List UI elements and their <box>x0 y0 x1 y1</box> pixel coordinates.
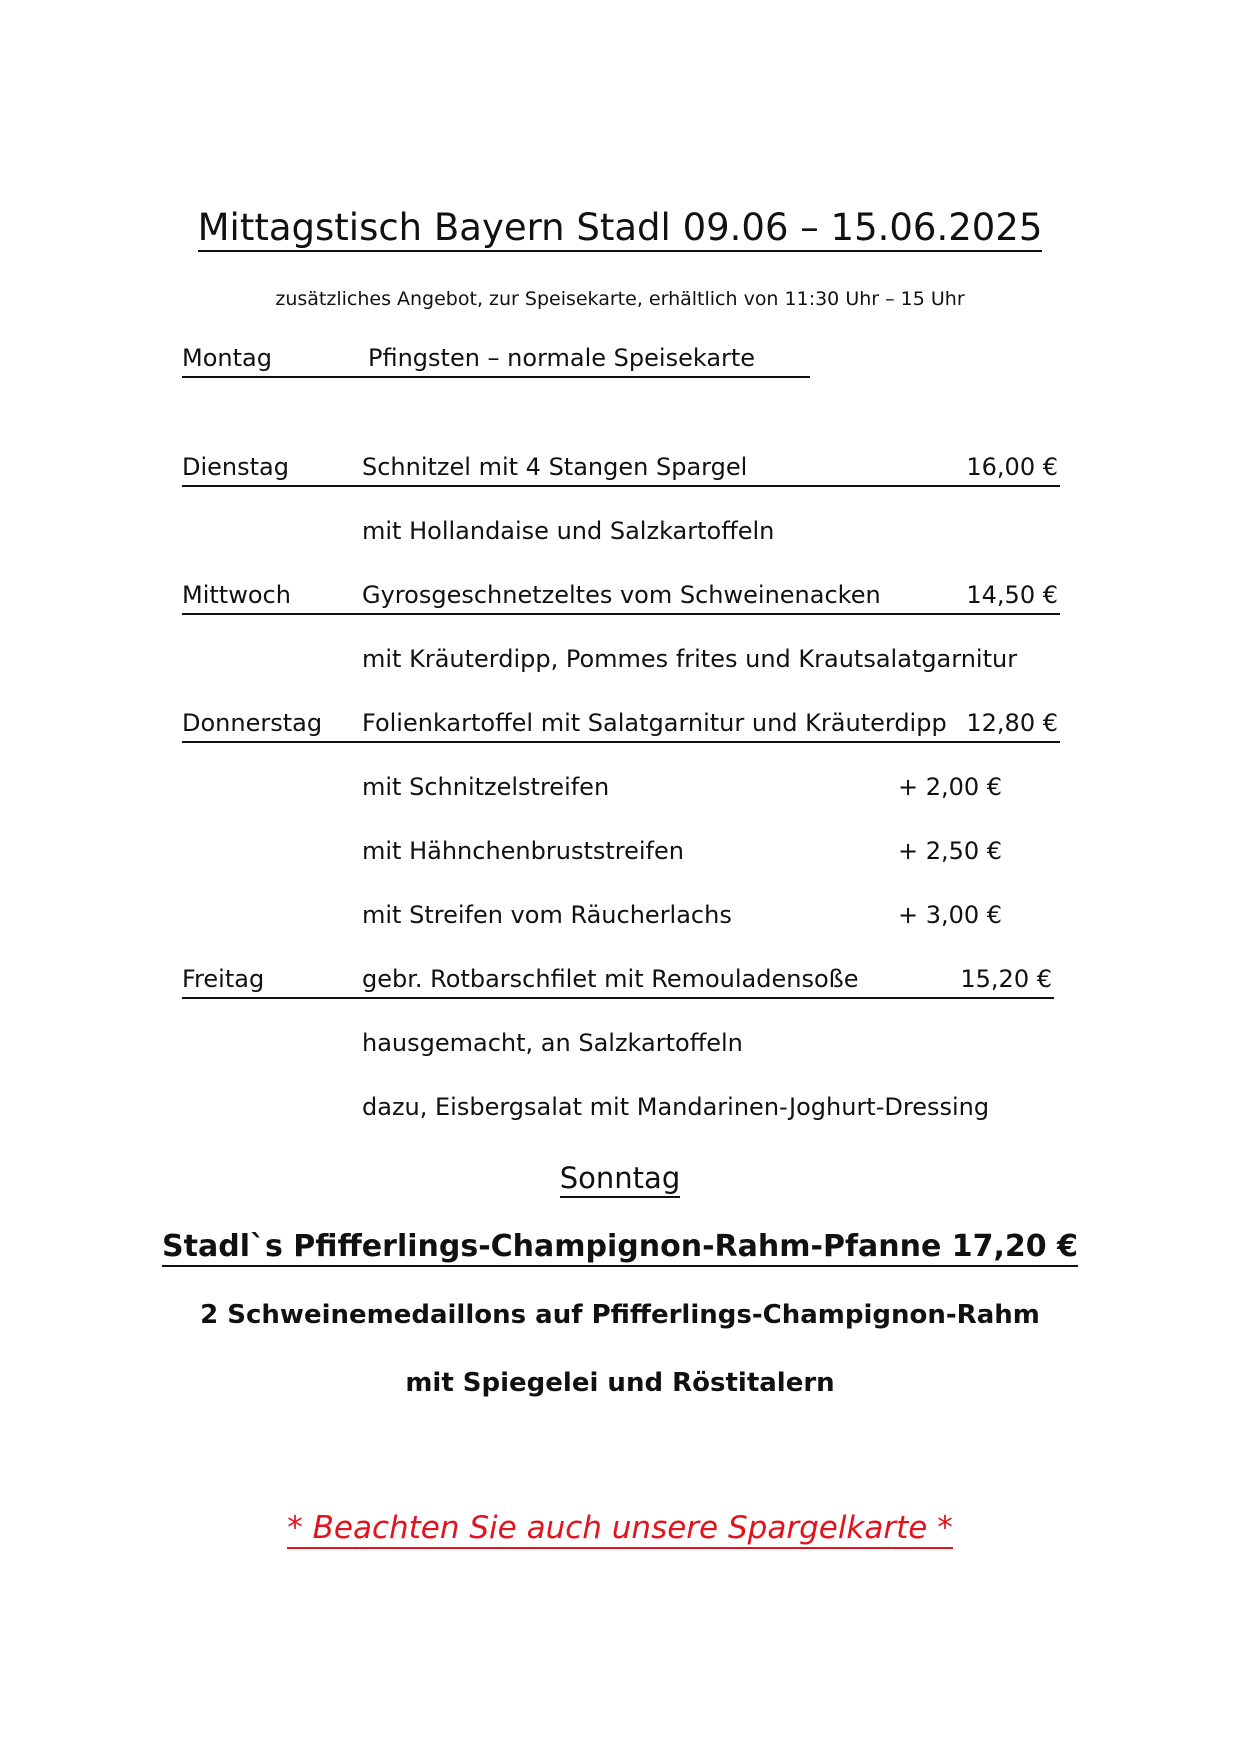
price-label: 16,00 € <box>966 453 1058 481</box>
option-label: mit Streifen vom Räucherlachs <box>362 901 732 929</box>
sunday-description: 2 Schweinemedaillons auf Pfifferlings-Champignon-Rahm <box>200 1300 1040 1330</box>
page-title <box>0 205 1240 252</box>
sunday-heading-text: Sonntag <box>560 1161 680 1198</box>
menu-row-freitag <box>182 963 1054 999</box>
option-label: mit Schnitzelstreifen <box>362 773 610 801</box>
dish-label: Folienkartoffel mit Salatgarnitur und Kräuterdipp <box>362 709 947 737</box>
option-label: mit Hähnchenbruststreifen <box>362 837 684 865</box>
sunday-heading <box>0 1160 1240 1196</box>
dish-extra: mit Hollandaise und Salzkartoffeln <box>362 517 775 545</box>
asparagus-menu-note <box>0 1508 1240 1548</box>
asparagus-menu-note-text: * Beachten Sie auch unsere Spargelkarte * <box>287 1510 952 1549</box>
menu-row-dienstag <box>182 451 1060 487</box>
dish-label: Pfingsten – normale Speisekarte <box>368 344 756 372</box>
dish-extra: mit Kräuterdipp, Pommes frites und Krautsalatgarnitur <box>362 645 1018 673</box>
dish-extra: dazu, Eisbergsalat mit Mandarinen-Joghurt-Dressing <box>362 1093 990 1121</box>
menu-row-donnerstag <box>182 707 1060 743</box>
option-price: + 2,50 € <box>898 837 1003 865</box>
sunday-description: mit Spiegelei und Röstitalern <box>405 1368 835 1398</box>
day-label: Mittwoch <box>182 581 291 609</box>
option-price: + 2,00 € <box>898 773 1003 801</box>
price-label: 14,50 € <box>966 581 1058 609</box>
dish-label: Schnitzel mit 4 Stangen Spargel <box>362 453 748 481</box>
option-price: + 3,00 € <box>898 901 1003 929</box>
sunday-dish <box>0 1228 1240 1266</box>
menu-row-mittwoch <box>182 579 1060 615</box>
price-label: 15,20 € <box>960 965 1052 993</box>
day-label: Freitag <box>182 965 265 993</box>
menu-row-montag <box>182 342 810 378</box>
dish-label: gebr. Rotbarschfilet mit Remouladensoße <box>362 965 859 993</box>
day-label: Donnerstag <box>182 709 323 737</box>
page-title-text: Mittagstisch Bayern Stadl 09.06 – 15.06.2025 <box>198 208 1043 252</box>
page-subtitle: zusätzliches Angebot, zur Speisekarte, erhältlich von 11:30 Uhr – 15 Uhr <box>275 288 965 310</box>
price-label: 12,80 € <box>966 709 1058 737</box>
day-label: Montag <box>182 344 272 372</box>
sunday-dish-text: Stadl`s Pfifferlings-Champignon-Rahm-Pfanne 17,20 € <box>162 1229 1078 1267</box>
day-label: Dienstag <box>182 453 289 481</box>
dish-extra: hausgemacht, an Salzkartoffeln <box>362 1029 743 1057</box>
dish-label: Gyrosgeschnetzeltes vom Schweinenacken <box>362 581 881 609</box>
